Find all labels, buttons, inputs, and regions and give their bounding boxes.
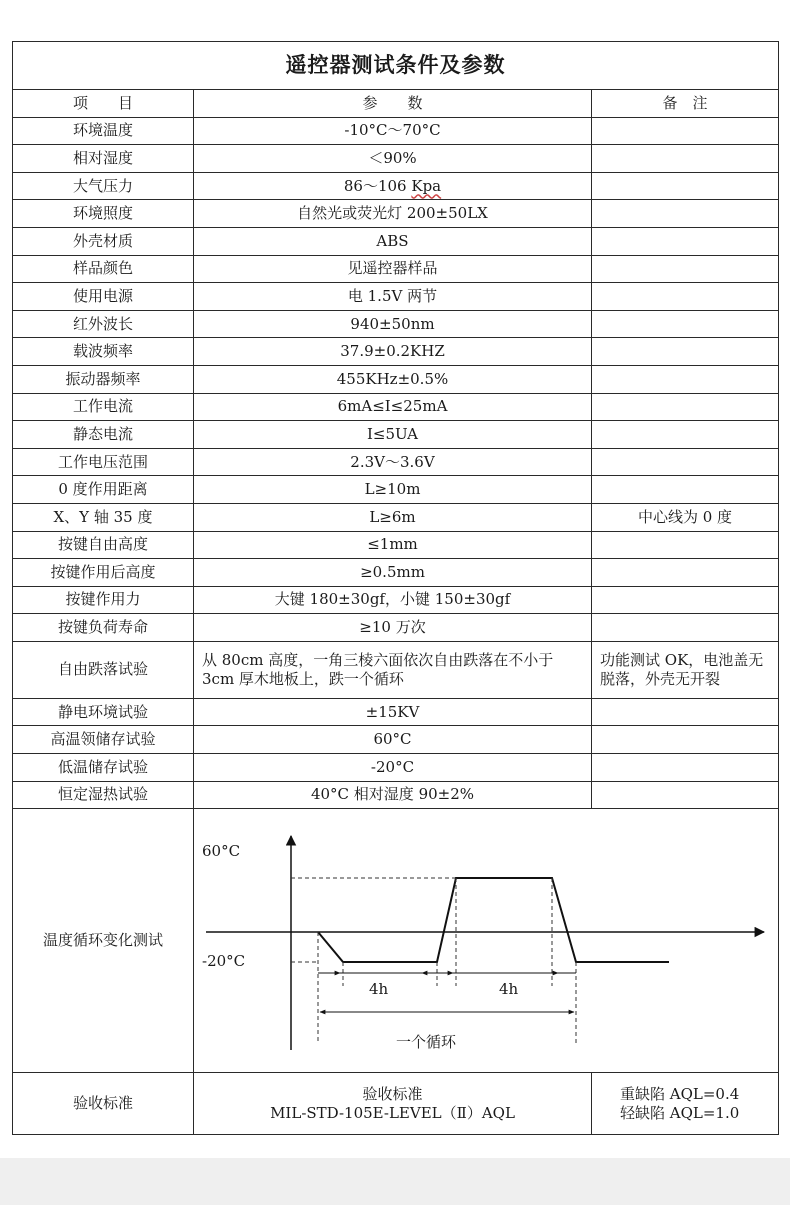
temperature-cycle-diagram <box>194 810 778 1072</box>
row-note: 中心线为 0 度 <box>592 503 779 531</box>
footer-band <box>0 1158 790 1205</box>
row-note <box>592 117 779 145</box>
row-param: 见遥控器样品 <box>194 255 592 283</box>
table-row-acceptance <box>13 1073 779 1135</box>
row-item: 环境温度 <box>13 117 194 145</box>
table-row-ambient-temperature <box>13 117 779 145</box>
row-item: 0 度作用距离 <box>13 476 194 504</box>
table-row-low-temp-storage <box>13 754 779 782</box>
table-row-high-temp-storage <box>13 726 779 754</box>
table-row-zero-degree-distance <box>13 476 779 504</box>
row-note <box>592 421 779 449</box>
row-param: ＜90% <box>194 145 592 173</box>
table-row-working-current <box>13 393 779 421</box>
row-item: 工作电压范围 <box>13 448 194 476</box>
row-item: 载波频率 <box>13 338 194 366</box>
row-param: 60°C <box>194 726 592 754</box>
row-param: 自然光或荧光灯 200±50LX <box>194 200 592 228</box>
row-item: 工作电流 <box>13 393 194 421</box>
spec-sheet <box>12 41 778 1135</box>
row-item: 振动器频率 <box>13 365 194 393</box>
row-param: 6mA≤I≤25mA <box>194 393 592 421</box>
row-param: ≥10 万次 <box>194 614 592 642</box>
row-param: 2.3V～3.6V <box>194 448 592 476</box>
row-param: 37.9±0.2KHZ <box>194 338 592 366</box>
row-item: 按键自由高度 <box>13 531 194 559</box>
row-item: 恒定湿热试验 <box>13 781 194 809</box>
table-row-oscillator-frequency <box>13 365 779 393</box>
row-item: 按键作用后高度 <box>13 559 194 587</box>
row-note: 功能测试 OK，电池盖无脱落，外壳无开裂 <box>592 641 779 698</box>
row-param: 大键 180±30gf，小键 150±30gf <box>194 586 592 614</box>
acceptance-note-line2: 轻缺陷 AQL=1.0 <box>620 1103 740 1122</box>
table-row-carrier-frequency <box>13 338 779 366</box>
row-param: ABS <box>194 227 592 255</box>
row-item: 静电环境试验 <box>13 698 194 726</box>
row-item: 温度循环变化测试 <box>13 809 194 1073</box>
row-note <box>592 393 779 421</box>
row-note <box>592 754 779 782</box>
table-row-key-life <box>13 614 779 642</box>
acceptance-param-line1: 验收标准 <box>362 1084 423 1103</box>
acceptance-param <box>194 1073 592 1135</box>
table-row-sample-color <box>13 255 779 283</box>
row-param-prefix: 86～106 <box>343 176 412 195</box>
row-item: X、Y 轴 35 度 <box>13 503 194 531</box>
row-note <box>592 227 779 255</box>
row-item: 使用电源 <box>13 283 194 311</box>
header-note: 备 注 <box>592 90 779 118</box>
row-note <box>592 255 779 283</box>
dwell-1-label: 4h <box>369 979 389 998</box>
row-note <box>592 698 779 726</box>
row-param: -10°C～70°C <box>194 117 592 145</box>
row-note <box>592 200 779 228</box>
row-param: 40°C 相对湿度 90±2% <box>194 781 592 809</box>
row-item: 验收标准 <box>13 1073 194 1135</box>
row-item: 环境照度 <box>13 200 194 228</box>
row-note <box>592 145 779 173</box>
table-row-illuminance <box>13 200 779 228</box>
row-param <box>194 172 592 200</box>
row-param: L≥6m <box>194 503 592 531</box>
table-row-key-pressed-height <box>13 559 779 587</box>
row-param: L≥10m <box>194 476 592 504</box>
table-row-voltage-range <box>13 448 779 476</box>
low-temp-label: -20°C <box>202 951 246 970</box>
header-param: 参 数 <box>194 90 592 118</box>
row-param: I≤5UA <box>194 421 592 449</box>
high-temp-label: 60°C <box>202 841 241 860</box>
temperature-profile-line <box>318 878 669 962</box>
row-note <box>592 310 779 338</box>
dwell-2-label: 4h <box>499 979 519 998</box>
row-note <box>592 172 779 200</box>
row-note <box>592 614 779 642</box>
acceptance-param-line2: MIL-STD-105E-LEVEL（Ⅱ）AQL <box>270 1103 515 1122</box>
row-note <box>592 448 779 476</box>
table-row-shell-material <box>13 227 779 255</box>
row-note <box>592 531 779 559</box>
row-note <box>592 476 779 504</box>
table-row-static-current <box>13 421 779 449</box>
row-item: 低温储存试验 <box>13 754 194 782</box>
table-row-drop-test <box>13 641 779 698</box>
acceptance-note-line1: 重缺陷 AQL=0.4 <box>620 1084 740 1103</box>
row-param: -20°C <box>194 754 592 782</box>
row-param: 电 1.5V 两节 <box>194 283 592 311</box>
row-item: 相对湿度 <box>13 145 194 173</box>
row-note <box>592 559 779 587</box>
title-row <box>13 42 779 90</box>
table-row-key-free-height <box>13 531 779 559</box>
page-title: 遥控器测试条件及参数 <box>13 42 779 90</box>
header-row <box>13 90 779 118</box>
row-item: 高温领储存试验 <box>13 726 194 754</box>
row-item: 静态电流 <box>13 421 194 449</box>
table-row-key-force <box>13 586 779 614</box>
table-row-temperature-cycle <box>13 809 779 1073</box>
table-row-power-supply <box>13 283 779 311</box>
row-param: ≥0.5mm <box>194 559 592 587</box>
table-row-xy-axis-35-degree <box>13 503 779 531</box>
row-note <box>592 726 779 754</box>
row-param-unit: Kpa <box>411 176 442 195</box>
spec-table <box>12 41 779 1135</box>
row-note <box>592 586 779 614</box>
row-note <box>592 283 779 311</box>
row-param: ≤1mm <box>194 531 592 559</box>
temperature-cycle-diagram-cell <box>194 809 779 1073</box>
row-item: 按键作用力 <box>13 586 194 614</box>
row-item: 红外波长 <box>13 310 194 338</box>
table-row-relative-humidity <box>13 145 779 173</box>
table-row-esd-test <box>13 698 779 726</box>
row-param: 940±50nm <box>194 310 592 338</box>
row-param: 455KHz±0.5% <box>194 365 592 393</box>
row-note <box>592 338 779 366</box>
acceptance-note <box>592 1073 779 1135</box>
row-param: ±15KV <box>194 698 592 726</box>
row-item: 按键负荷寿命 <box>13 614 194 642</box>
table-row-atmospheric-pressure <box>13 172 779 200</box>
table-row-damp-heat <box>13 781 779 809</box>
row-item: 样品颜色 <box>13 255 194 283</box>
header-item: 项 目 <box>13 90 194 118</box>
cycle-label: 一个循环 <box>396 1032 457 1051</box>
row-note <box>592 365 779 393</box>
row-item: 自由跌落试验 <box>13 641 194 698</box>
row-item: 大气压力 <box>13 172 194 200</box>
row-item: 外壳材质 <box>13 227 194 255</box>
row-note <box>592 781 779 809</box>
row-param: 从 80cm 高度，一角三棱六面依次自由跌落在不小于 3cm 厚木地板上，跌一个循环 <box>194 641 592 698</box>
table-row-ir-wavelength <box>13 310 779 338</box>
